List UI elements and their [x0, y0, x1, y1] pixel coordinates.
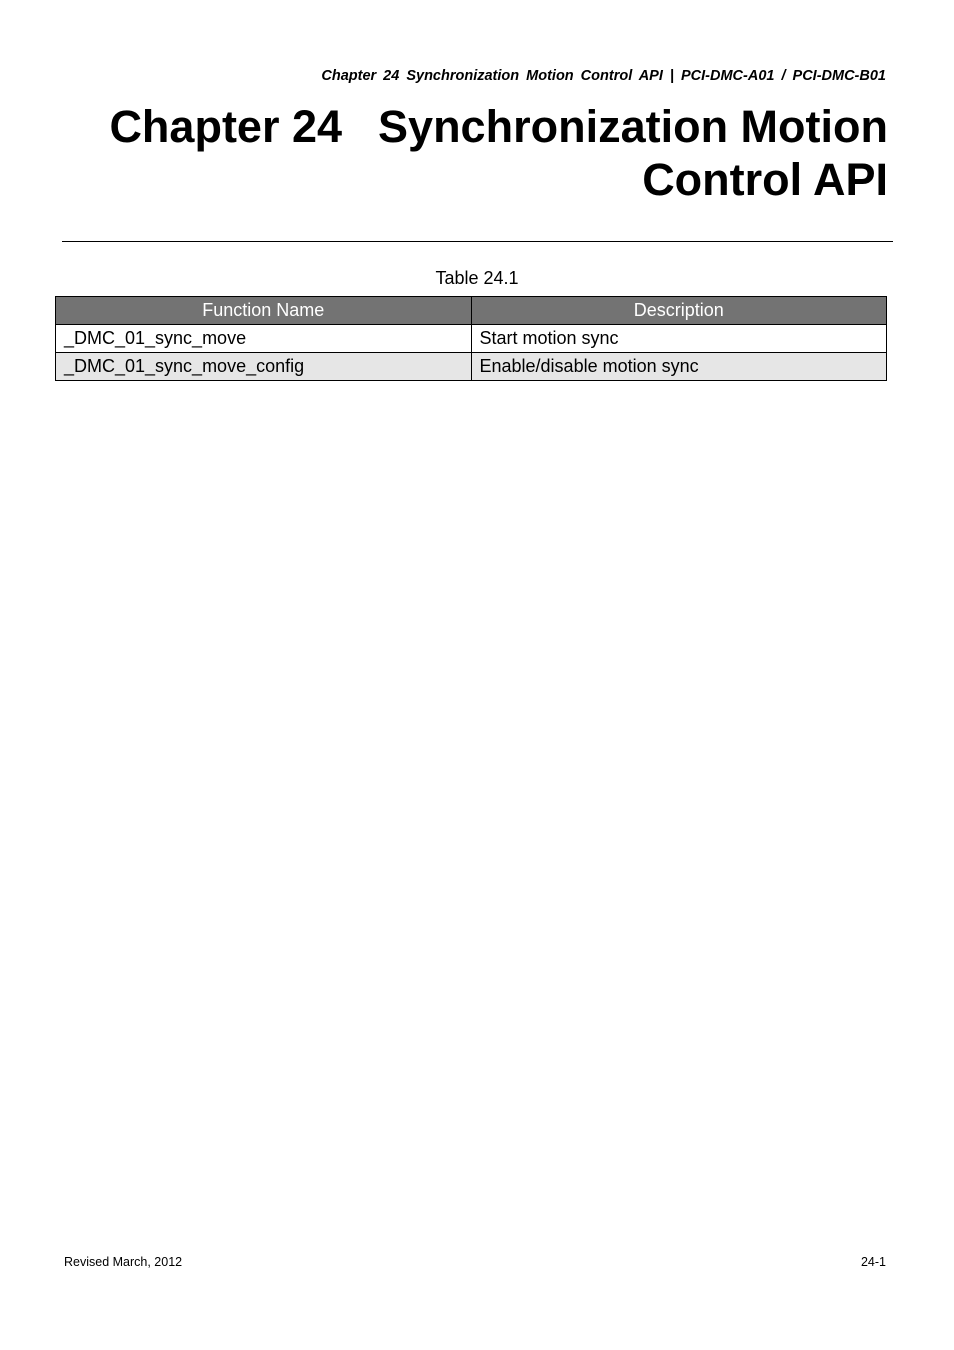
function-name-cell: _DMC_01_sync_move_config: [56, 353, 472, 381]
table-row: [56, 353, 887, 381]
footer-page-number: 24-1: [860, 1255, 886, 1269]
table-caption: Table 24.1: [435, 268, 519, 288]
running-header: Chapter 24 Synchronization Motion Control API | PCI-DMC-A01 / PCI-DMC-B01: [321, 68, 886, 84]
title-divider: [62, 241, 893, 242]
chapter-title-line2: Control API: [642, 154, 888, 205]
table-header-row: [56, 297, 887, 325]
column-header-description: Description: [471, 297, 887, 325]
table-row: [56, 325, 887, 353]
function-table: [55, 296, 887, 381]
function-name-cell: _DMC_01_sync_move: [56, 325, 472, 353]
description-cell: Enable/disable motion sync: [471, 353, 887, 381]
footer-revision: Revised March, 2012: [64, 1255, 183, 1269]
column-header-function-name: Function Name: [56, 297, 472, 325]
description-cell: Start motion sync: [471, 325, 887, 353]
chapter-title-line1: Synchronization Motion: [378, 101, 888, 152]
chapter-title: [68, 100, 888, 206]
chapter-number: Chapter 24: [109, 101, 343, 152]
